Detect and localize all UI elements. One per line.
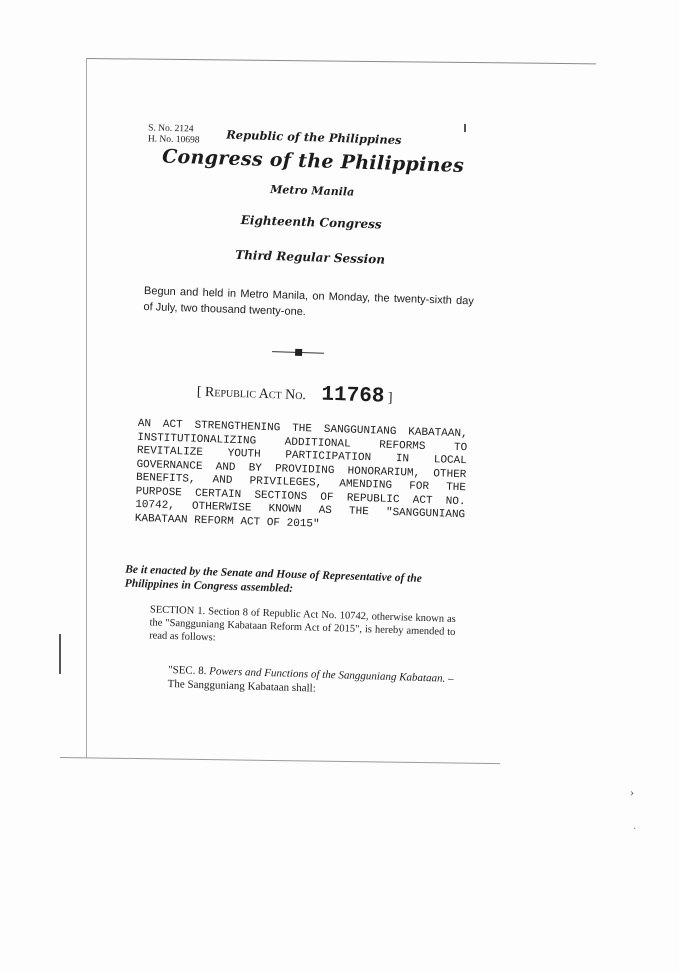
close-bracket: ] [387, 390, 393, 406]
stray-mark: › [630, 785, 634, 799]
congress-heading: Congress of the Philippines [161, 145, 465, 178]
house-bill-number: H. No. 10698 [147, 134, 200, 146]
sec8-paragraph [121, 662, 454, 700]
senate-bill-number: S. No. 2124 [148, 123, 194, 135]
congress-number-heading: Eighteenth Congress [240, 213, 382, 232]
section-8-amendment [121, 662, 454, 700]
republic-heading: Republic of the Philippines [226, 127, 402, 148]
session-heading: Third Regular Session [235, 247, 386, 267]
location-heading: Metro Manila [270, 182, 355, 199]
divider-ornament [295, 349, 302, 356]
enacting-clause: Be it enacted by the Senate and House of Representative of the Philippines in Congress assembled: [124, 563, 422, 595]
act-title-text: AN ACT STRENGTHENING THE SANGGUNIANG KABATAAN, INSTITUTIONALIZING ADDITIONAL REFORMS TO REVITALIZE YOUTH PARTICIPATION IN LOCAL GOVERNANCE AND BY PROVIDING HONORARIUM, OTHER BENEFITS, AND PRIVILEGES, AMENDING FOR THE PURPOSE CERTAIN SECTIONS OF REPUBLIC ACT NO. 10742, OTHERWISE KNOWN AS THE "SANGGUNIANG KABATAAN REFORM ACT OF 2015" [134, 417, 468, 531]
stray-mark: · [633, 824, 637, 835]
section-1-text: SECTION 1. Section 8 of Republic Act No. 10742, otherwise known as the "Sangguniang Kabataan Reform Act of 2015", is hereby amended to read as follows: [148, 604, 456, 644]
act-title [135, 418, 468, 536]
sec8-lead: "SEC. 8. [167, 663, 207, 678]
republic-act-label: Republic Act No. [204, 385, 307, 404]
sec8-body: – The Sangguniang Kabataan shall: [167, 672, 454, 695]
begun-paragraph: Begun and held in Metro Manila, on Monday, the twenty-sixth day of July, two thousand twenty-one. [143, 285, 474, 319]
republic-act-number [196, 380, 392, 409]
section-1 [123, 603, 456, 652]
act-number: 11768 [321, 383, 385, 409]
sec8-heading: Powers and Functions of the Sangguniang Kabataan. [209, 665, 446, 685]
open-bracket: [ [196, 384, 202, 400]
